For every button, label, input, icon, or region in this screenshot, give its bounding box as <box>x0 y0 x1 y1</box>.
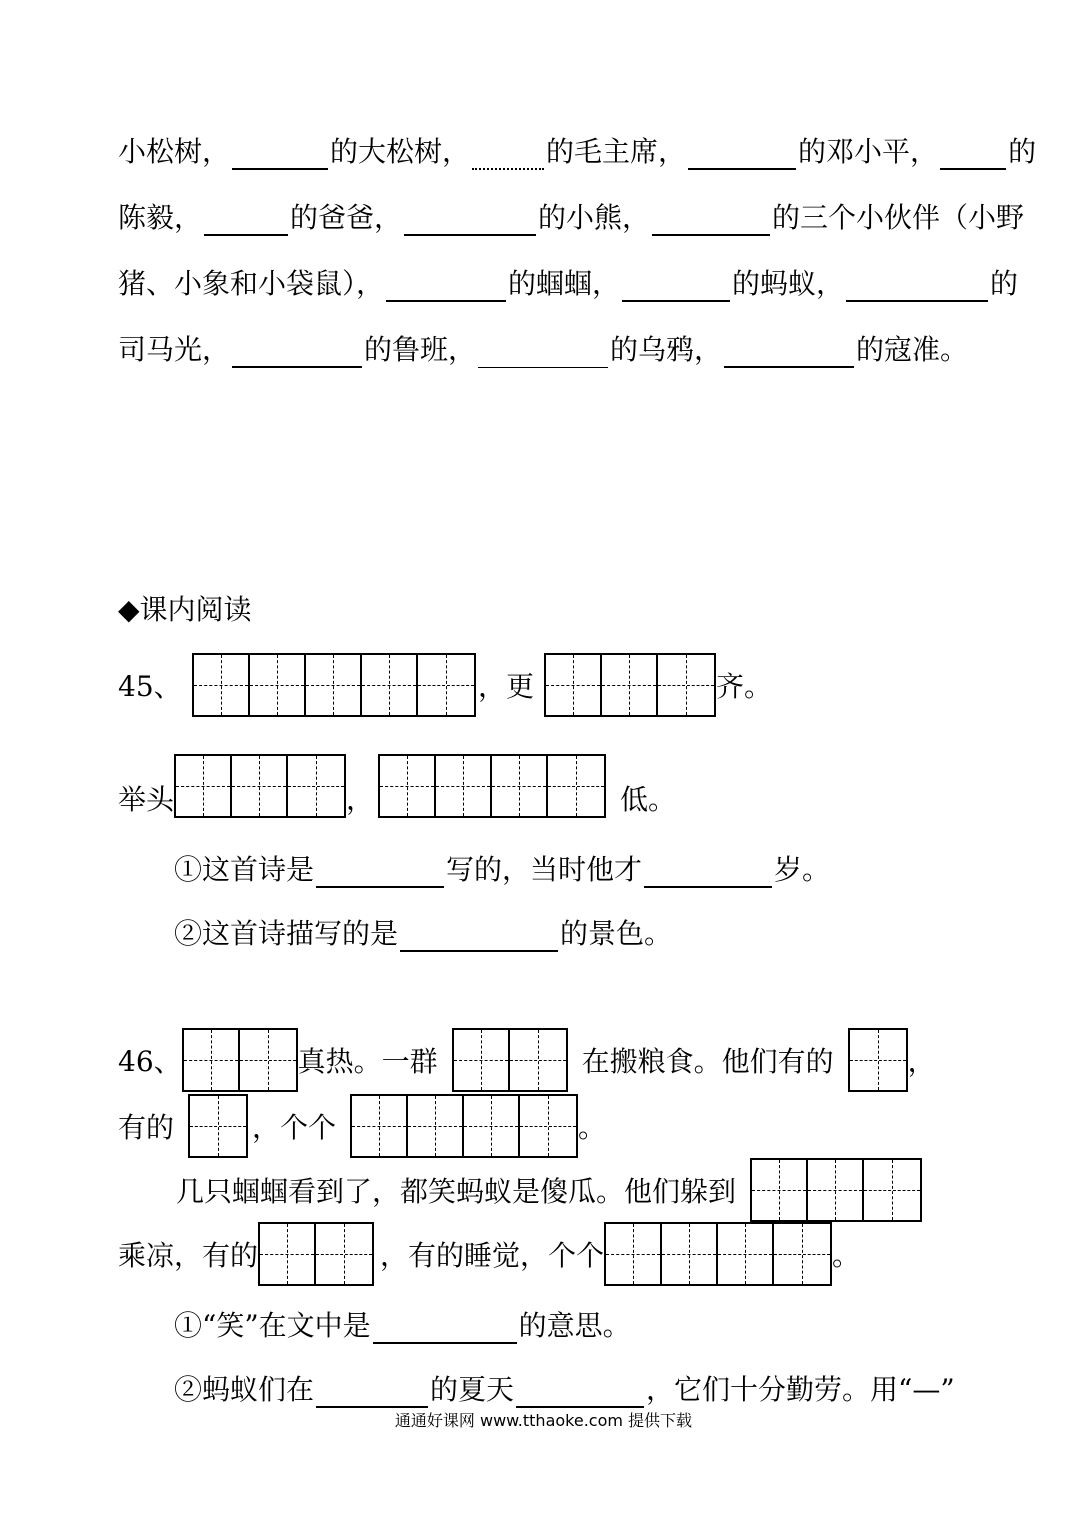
char-grid[interactable] <box>192 653 476 717</box>
char-grid[interactable] <box>848 1028 908 1092</box>
text: 的 <box>1008 135 1037 168</box>
q45-line-1 <box>118 652 772 718</box>
text: 的大松树， <box>330 135 471 168</box>
question-number: 46、 <box>118 1045 182 1078</box>
text: 的小熊， <box>538 201 651 234</box>
text: 几只蝈蝈看到了，都笑蚂蚁是傻瓜。他们躲到 <box>176 1175 737 1208</box>
text: ，它们十分勤劳。用“—” <box>646 1373 955 1406</box>
text: ①“笑”在文中是 <box>174 1309 371 1342</box>
text: ，个个 <box>252 1111 337 1144</box>
q46-line-1 <box>118 1028 936 1092</box>
text: ②这首诗描写的是 <box>174 917 399 950</box>
char-grid[interactable] <box>350 1094 578 1158</box>
blank-field[interactable] <box>846 272 988 302</box>
text: 的蚂蚁， <box>732 267 845 300</box>
q45-line-2 <box>118 752 676 818</box>
char-grid[interactable] <box>544 653 716 717</box>
char-grid[interactable] <box>258 1222 374 1286</box>
q46-line-2 <box>118 1094 606 1158</box>
blank-field[interactable] <box>622 272 730 302</box>
text: 的意思。 <box>518 1309 631 1342</box>
text: 的爸爸， <box>290 201 403 234</box>
blank-field[interactable] <box>652 206 770 236</box>
q45-sub-1 <box>174 848 830 888</box>
blank-field[interactable] <box>724 338 854 368</box>
char-grid[interactable] <box>182 1028 298 1092</box>
text: 猪、小象和小袋鼠）， <box>118 267 385 300</box>
text: 乘凉，有的 <box>118 1239 259 1272</box>
blank-field[interactable] <box>400 922 558 952</box>
page-footer: 通通好课网 www.tthaoke.com 提供下载 <box>394 1411 693 1430</box>
text: 的 <box>990 267 1019 300</box>
blank-field[interactable] <box>940 140 1006 170</box>
text: ，更 <box>478 670 535 703</box>
fill-line-2 <box>118 196 1024 236</box>
text: 。 <box>578 1111 607 1144</box>
text: 的夏天 <box>430 1373 515 1406</box>
q46-line-3 <box>176 1158 922 1222</box>
blank-field[interactable] <box>404 206 536 236</box>
blank-field[interactable] <box>232 140 328 170</box>
text: 。 <box>832 1239 861 1272</box>
blank-field[interactable] <box>316 1378 428 1408</box>
text: 的毛主席， <box>546 135 687 168</box>
char-grid[interactable] <box>378 754 606 818</box>
blank-field[interactable] <box>516 1378 644 1408</box>
text: 的寇准。 <box>856 333 969 366</box>
text: 的乌鸦， <box>610 333 723 366</box>
text: 举头 <box>118 783 175 816</box>
char-grid[interactable] <box>174 754 346 818</box>
blank-field[interactable] <box>644 858 772 888</box>
text: 的蝈蝈， <box>508 267 621 300</box>
text: 在搬粮食。他们有的 <box>581 1045 834 1078</box>
text: 的三个小伙伴（小野 <box>772 201 1025 234</box>
fill-line-3 <box>118 262 1018 302</box>
fill-line-1 <box>118 130 1036 170</box>
text: 齐。 <box>716 670 773 703</box>
blank-field[interactable] <box>316 858 444 888</box>
text: ，有的睡觉，个个 <box>380 1239 605 1272</box>
fill-line-4 <box>118 328 968 368</box>
text: 的邓小平， <box>798 135 939 168</box>
char-grid[interactable] <box>188 1094 248 1158</box>
text: 陈毅， <box>118 201 203 234</box>
blank-field[interactable] <box>472 140 544 170</box>
blank-field[interactable] <box>688 140 796 170</box>
blank-field[interactable] <box>373 1314 517 1344</box>
q45-sub-2 <box>174 912 672 952</box>
text: ， <box>907 1045 936 1078</box>
char-grid[interactable] <box>604 1222 832 1286</box>
q46-sub-1 <box>174 1304 631 1344</box>
text: 低。 <box>620 783 677 816</box>
text: 写的，当时他才 <box>446 853 643 886</box>
blank-field[interactable] <box>204 206 288 236</box>
blank-field[interactable] <box>478 339 608 368</box>
section-title: ◆课内阅读 <box>118 593 252 626</box>
blank-field[interactable] <box>232 338 362 368</box>
q46-line-4 <box>118 1222 860 1286</box>
text: ， <box>346 783 375 816</box>
text: ②蚂蚁们在 <box>174 1373 315 1406</box>
char-grid[interactable] <box>750 1158 922 1222</box>
text: 真热。一群 <box>297 1045 438 1078</box>
text: 的景色。 <box>560 917 673 950</box>
text: 小松树， <box>118 135 231 168</box>
text: ①这首诗是 <box>174 853 315 886</box>
text: 的鲁班， <box>364 333 477 366</box>
text: 有的 <box>118 1111 175 1144</box>
question-number: 45、 <box>118 670 182 703</box>
q46-sub-2 <box>174 1368 955 1408</box>
blank-field[interactable] <box>386 272 506 302</box>
text: 司马光， <box>118 333 231 366</box>
text: 岁。 <box>774 853 831 886</box>
char-grid[interactable] <box>452 1028 568 1092</box>
